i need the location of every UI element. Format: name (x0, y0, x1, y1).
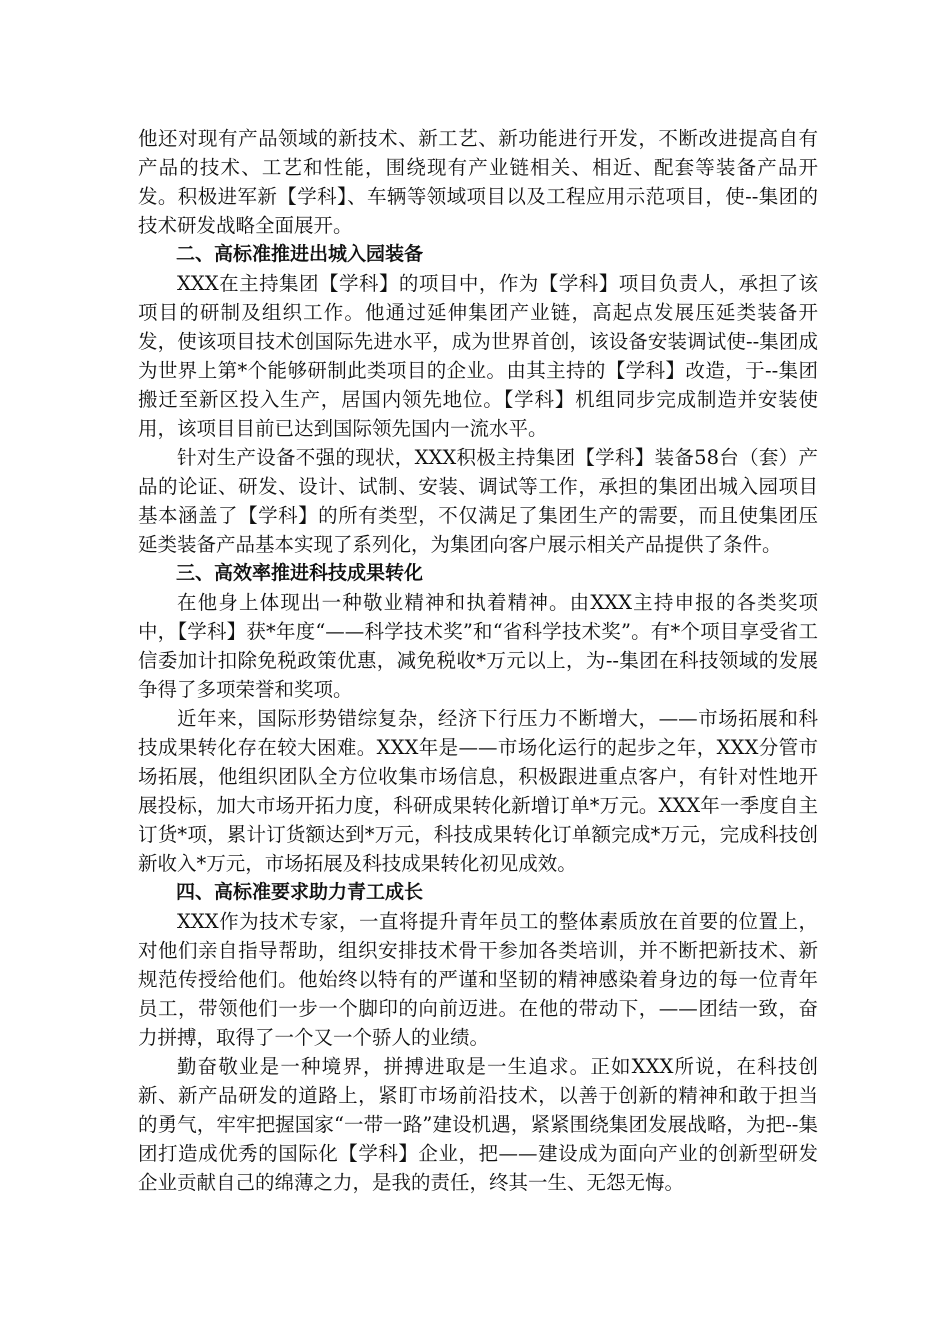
section-heading-2: 二、高标准推进出城入园装备 (176, 243, 424, 265)
paragraph: 针对生产设备不强的现状，XXX积极主持集团【学科】装备58台（套）产品的论证、研发、设计、试制、安装、调试等工作，承担的集团出城入园项目基本涵盖了【学科】的所有类型，不仅满足了集团生产的需要，而且使集团压延类装备产品基本实现了系列化，为集团向客户展示相关产品提供了条件。 (138, 446, 818, 556)
section-heading-3: 三、高效率推进科技成果转化 (176, 562, 424, 584)
paragraph-continuation: 他还对现有产品领域的新技术、新工艺、新功能进行开发，不断改进提高自有产品的技术、工艺和性能，围绕现有产业链相关、相近、配套等装备产品开发。积极进军新【学科】、车辆等领域项目以及工程应用示范项目，使--集团的技术研发战略全面展开。 (138, 127, 818, 237)
document-body (138, 124, 818, 1197)
paragraph: XXX作为技术专家，一直将提升青年员工的整体素质放在首要的位置上，对他们亲自指导帮助，组织安排技术骨干参加各类培训，并不断把新技术、新规范传授给他们。他始终以特有的严谨和坚韧的精神感染着身边的每一位青年员工，带领他们一步一个脚印的向前迈进。在他的带动下，——团结一致，奋力拼搏，取得了一个又一个骄人的业绩。 (138, 910, 818, 1049)
section-heading-4: 四、高标准要求助力青工成长 (176, 881, 424, 903)
paragraph: XXX在主持集团【学科】的项目中，作为【学科】项目负责人，承担了该项目的研制及组织工作。他通过延伸集团产业链，高起点发展压延类装备开发，使该项目技术创国际先进水平，成为世界首创，该设备安装调试使--集团成为世界上第*个能够研制此类项目的企业。由其主持的【学科】改造，于--集团搬迁至新区投入生产，居国内领先地位。【学科】机组同步完成制造并安装使用，该项目目前已达到国际领先国内一流水平。 (138, 272, 818, 440)
paragraph: 勤奋敬业是一种境界，拼搏进取是一生追求。正如XXX所说，在科技创新、新产品研发的道路上，紧盯市场前沿技术，以善于创新的精神和敢于担当的勇气，牢牢把握国家“一带一路”建设机遇，紧紧围绕集团发展战略，为把--集团打造成优秀的国际化【学科】企业，把——建设成为面向产业的创新型研发企业贡献自己的绵薄之力，是我的责任，终其一生、无怨无悔。 (138, 1055, 818, 1194)
paragraph: 在他身上体现出一种敬业精神和执着精神。由XXX主持申报的各类奖项中，【学科】获*年度“——科学技术奖”和“省科学技术奖”。有*个项目享受省工信委加计扣除免税政策优惠，减免税收*万元以上，为--集团在科技领域的发展争得了多项荣誉和奖项。 (138, 591, 818, 701)
paragraph: 近年来，国际形势错综复杂，经济下行压力不断增大，——市场拓展和科技成果转化存在较大困难。XXX年是——市场化运行的起步之年，XXX分管市场拓展，他组织团队全方位收集市场信息，积极跟进重点客户，有针对性地开展投标，加大市场开拓力度，科研成果转化新增订单*万元。XXX年一季度自主订货*项，累计订货额达到*万元，科技成果转化订单额完成*万元，完成科技创新收入*万元，市场拓展及科技成果转化初见成效。 (138, 707, 818, 875)
